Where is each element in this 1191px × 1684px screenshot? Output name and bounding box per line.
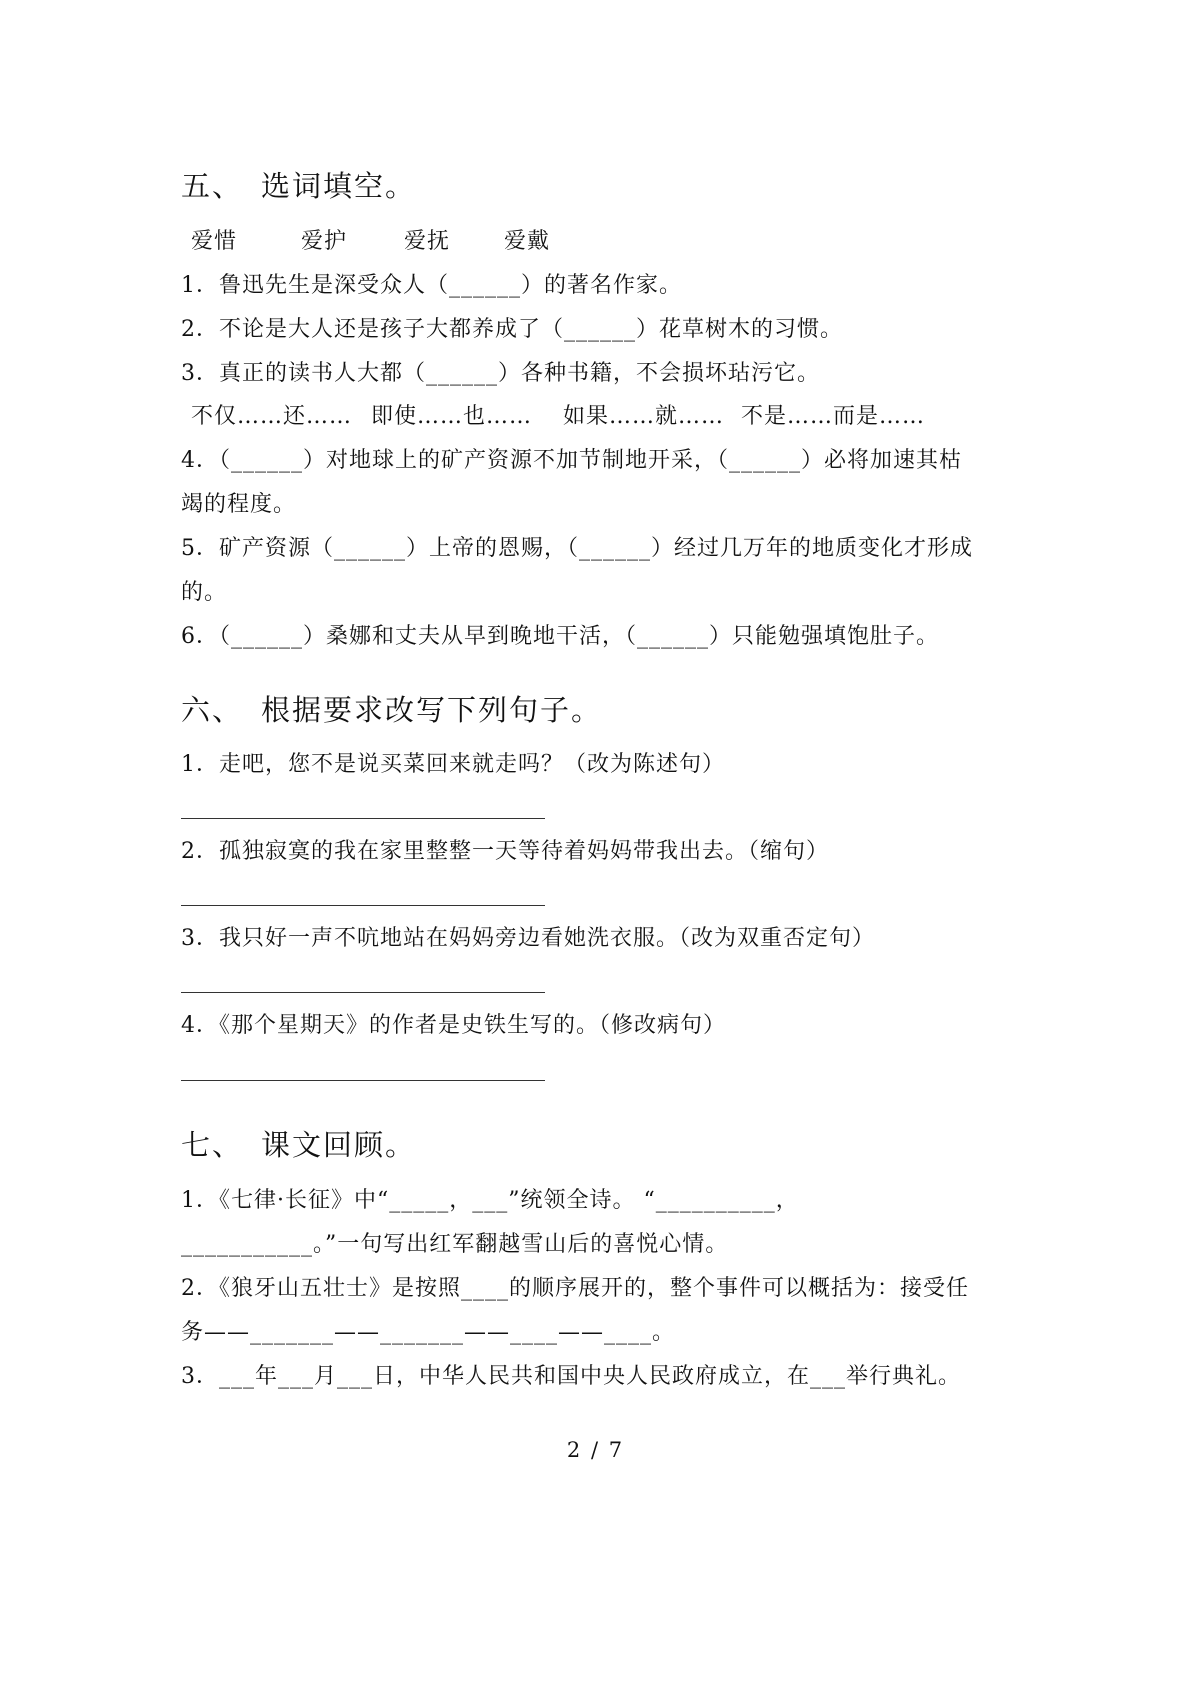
question-5-1: 1．鲁迅先生是深受众人（______）的著名作家。 <box>181 273 682 298</box>
answer-line-6-2 <box>181 905 545 906</box>
word-bank-1-option: 爱戴 <box>504 229 551 254</box>
section-7-heading <box>181 1126 1031 1164</box>
page-number: 2 / 7 <box>566 1438 625 1462</box>
question-6-2: 2．孤独寂寞的我在家里整整一天等待着妈妈带我出去。（缩句） <box>181 839 829 864</box>
word-bank-2-option: 不仅……还…… <box>191 404 353 429</box>
question-5-4-line-1: 4．（______）对地球上的矿产资源不加节制地开采，（______）必将加速其枯 <box>181 448 962 473</box>
section-5-number: 五、 <box>181 169 244 203</box>
question-6-1: 1．走吧，您不是说买菜回来就走吗？（改为陈述句） <box>181 752 725 777</box>
question-7-1-line-1: 1．《七律·长征》中“_____，___”统领全诗。 “__________， <box>181 1188 799 1213</box>
question-7-1-line-2: ___________。”一句写出红军翻越雪山后的喜悦心情。 <box>181 1232 729 1257</box>
word-bank-1-option: 爱抚 <box>404 229 451 254</box>
section-7-number: 七、 <box>181 1128 244 1162</box>
word-bank-1-option: 爱惜 <box>191 229 238 254</box>
question-5-4-line-2: 竭的程度。 <box>181 492 297 517</box>
section-6-number: 六、 <box>181 693 244 727</box>
question-5-5-line-1: 5．矿产资源（______）上帝的恩赐，（______）经过几万年的地质变化才形成 <box>181 536 973 561</box>
section-6-heading <box>181 691 1031 729</box>
question-7-3: 3．___年___月___日，中华人民共和国中央人民政府成立，在___举行典礼。 <box>181 1364 961 1389</box>
section-6-title: 根据要求改写下列句子。 <box>261 693 603 727</box>
question-5-5-line-2: 的。 <box>181 580 228 605</box>
question-7-2-line-2: 务——_______——_______——____——____。 <box>181 1320 676 1345</box>
answer-line-6-3 <box>181 992 545 993</box>
question-6-4: 4．《那个星期天》的作者是史铁生写的。（修改病句） <box>181 1013 726 1038</box>
question-6-3: 3．我只好一声不吭地站在妈妈旁边看她洗衣服。（改为双重否定句） <box>181 926 875 951</box>
word-bank-2-option: 不是……而是…… <box>741 404 926 429</box>
word-bank-2-option: 如果……就…… <box>563 404 725 429</box>
question-7-2-line-1: 2．《狼牙山五壮士》是按照____的顺序展开的，整个事件可以概括为：接受任 <box>181 1276 969 1301</box>
section-5-title: 选词填空。 <box>261 169 417 203</box>
word-bank-1-option: 爱护 <box>301 229 348 254</box>
section-7-title: 课文回顾。 <box>261 1128 417 1162</box>
section-5-heading <box>181 167 1031 205</box>
question-5-6: 6．（______）桑娜和丈夫从早到晚地干活，（______）只能勉强填饱肚子。 <box>181 624 939 649</box>
question-5-2: 2．不论是大人还是孩子大都养成了（______）花草树木的习惯。 <box>181 317 843 342</box>
question-5-3: 3．真正的读书人大都（______）各种书籍，不会损坏玷污它。 <box>181 361 820 386</box>
answer-line-6-1 <box>181 818 545 819</box>
answer-line-6-4 <box>181 1080 545 1081</box>
word-bank-2-option: 即使……也…… <box>371 404 533 429</box>
